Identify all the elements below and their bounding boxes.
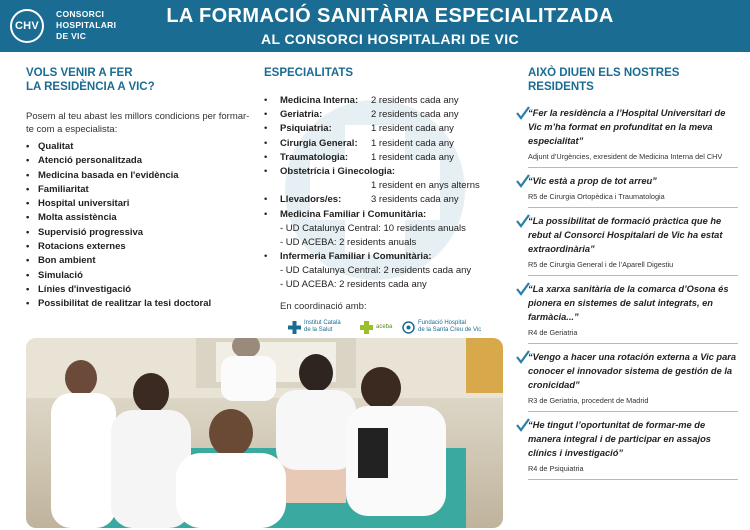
specialty-row: • Medicina Familiar i Comunitària: [264, 208, 427, 220]
testimonial-author: R3 de Geriatria, procedent de Madrid [528, 396, 649, 405]
specialty-row: • Traumatologia: 1 resident cada any [264, 151, 454, 163]
testimonials-section [528, 66, 738, 480]
why-vic-intro: Posem al teu abast les millors condicions per formar-te com a especialista: [26, 111, 250, 135]
aceba-icon [360, 321, 373, 334]
specialty-row: • Obstetrícia i Ginecologia: [264, 165, 396, 177]
list-item: • Hospital universitari [26, 197, 251, 211]
testimonial-quote: “Fer la residència a l’Hospital Universitari de Vic m’ha format en profunditat en la meva especialitat” [528, 108, 726, 146]
chv-logo [10, 6, 130, 46]
specialty-row: • Infermeria Familiar i Comunitària: [264, 251, 432, 263]
specialty-row: • Geriatria: 2 residents cada any [264, 109, 459, 121]
specialty-row: • Medicina Interna: 2 residents cada any [264, 95, 459, 106]
list-item: • Familiaritat [26, 183, 251, 197]
checkmark-icon [516, 350, 530, 364]
checkmark-icon [516, 214, 530, 228]
checkmark-icon [516, 282, 530, 296]
specialty-detail-row: - UD ACEBA: 2 residents anuals [280, 236, 417, 248]
training-photo [26, 338, 503, 528]
list-item: • Possibilitat de realitzar la tesi doctoral [26, 297, 251, 311]
testimonial-author: Adjunt d’Urgències, exresident de Medicina Interna del CHV [528, 152, 723, 161]
fundacio-icon [402, 321, 415, 334]
fundacio-logo: Fundació Hospital de la Santa Creu de Vic [402, 318, 492, 338]
list-item: • Bon ambient [26, 254, 251, 268]
testimonial-quote: “Vic està a prop de tot arreu” [528, 176, 657, 186]
list-item: • Medicina basada en l'evidència [26, 169, 251, 183]
cross-icon [288, 321, 301, 334]
testimonial-author: R4 de Psiquiatria [528, 464, 584, 473]
specialty-detail-row: 1 resident en anys alterns [371, 180, 480, 192]
list-item: • Rotacions externes [26, 240, 251, 254]
checkmark-icon [516, 174, 530, 188]
specialty-detail-row: - UD Catalunya Central: 2 residents cada any [280, 265, 472, 277]
list-item: • Qualitat [26, 140, 251, 154]
checkmark-icon [516, 106, 530, 120]
page-title: LA FORMACIÓ SANITÀRIA ESPECIALITZADA [166, 5, 614, 27]
specialty-row: • Psiquiatria: 1 resident cada any [264, 123, 454, 135]
logo-text: CONSORCI HOSPITALARI DE VIC [56, 9, 117, 41]
testimonial-quote: “La possibilitat de formació pràctica que he rebut al Consorci Hospitalari de Vic ha estat extraordinària” [528, 216, 723, 254]
photo-illustration [26, 338, 503, 528]
list-item: • Atenció personalitzada [26, 154, 251, 168]
benefits-list [26, 140, 251, 312]
partner-logos [264, 318, 504, 338]
testimonial-item [528, 174, 738, 208]
header-banner [0, 0, 750, 52]
coordination-label: En coordinació amb: [280, 300, 367, 312]
specialty-row: • Llevadors/es: 3 residents cada any [264, 194, 459, 206]
testimonial-quote: “He tingut l’oportunitat de formar-me de manera integral i de participar en assajos clínics i investigació” [528, 420, 711, 458]
specialty-detail-row: - UD ACEBA: 2 residents cada any [280, 279, 427, 291]
checkmark-icon [516, 418, 530, 432]
list-item: • Supervisió progressiva [26, 226, 251, 240]
testimonial-item [528, 418, 738, 480]
list-item: • Línies d'investigació [26, 283, 251, 297]
testimonials-list [528, 106, 738, 480]
specialty-detail-row: - UD Catalunya Central: 10 residents anuals [280, 222, 466, 234]
logo-mark: CHV [10, 9, 44, 43]
testimonial-quote: “Vengo a hacer una rotación externa a Vic para conocer el innovador sistema de gestión de la cronicidad” [528, 352, 737, 390]
testimonial-item [528, 106, 738, 168]
ics-logo: Institut Català de la Salut [288, 318, 354, 338]
specialties-list [264, 94, 504, 293]
why-vic-heading: VOLS VENIR A FER LA RESIDÈNCIA A VIC? [26, 67, 155, 93]
testimonial-author: R5 de Cirurgia General i de l’Aparell Digestiu [528, 260, 674, 269]
testimonial-quote: “La xarxa sanitària de la comarca d’Osona és pionera en sistemes de salut integrats, en farmàcia...” [528, 284, 729, 322]
page-subtitle: AL CONSORCI HOSPITALARI DE VIC [260, 31, 520, 47]
testimonial-item [528, 214, 738, 276]
testimonials-heading: AIXÒ DIUEN ELS NOSTRES RESIDENTS [528, 67, 680, 93]
list-item: • Simulació [26, 269, 251, 283]
list-item: • Molta assistència [26, 211, 251, 225]
testimonial-item [528, 350, 738, 412]
testimonial-item [528, 282, 738, 344]
aceba-logo: aceba [360, 318, 404, 338]
specialty-row: • Cirurgia General: 1 resident cada any [264, 137, 454, 149]
testimonial-author: R5 de Cirurgia Ortopèdica i Traumatologia [528, 192, 665, 201]
specialties-heading: ESPECIALITATS [264, 67, 354, 79]
testimonial-author: R4 de Geriatria [528, 328, 578, 337]
specialties-section [264, 66, 504, 338]
why-vic-section [26, 66, 251, 312]
